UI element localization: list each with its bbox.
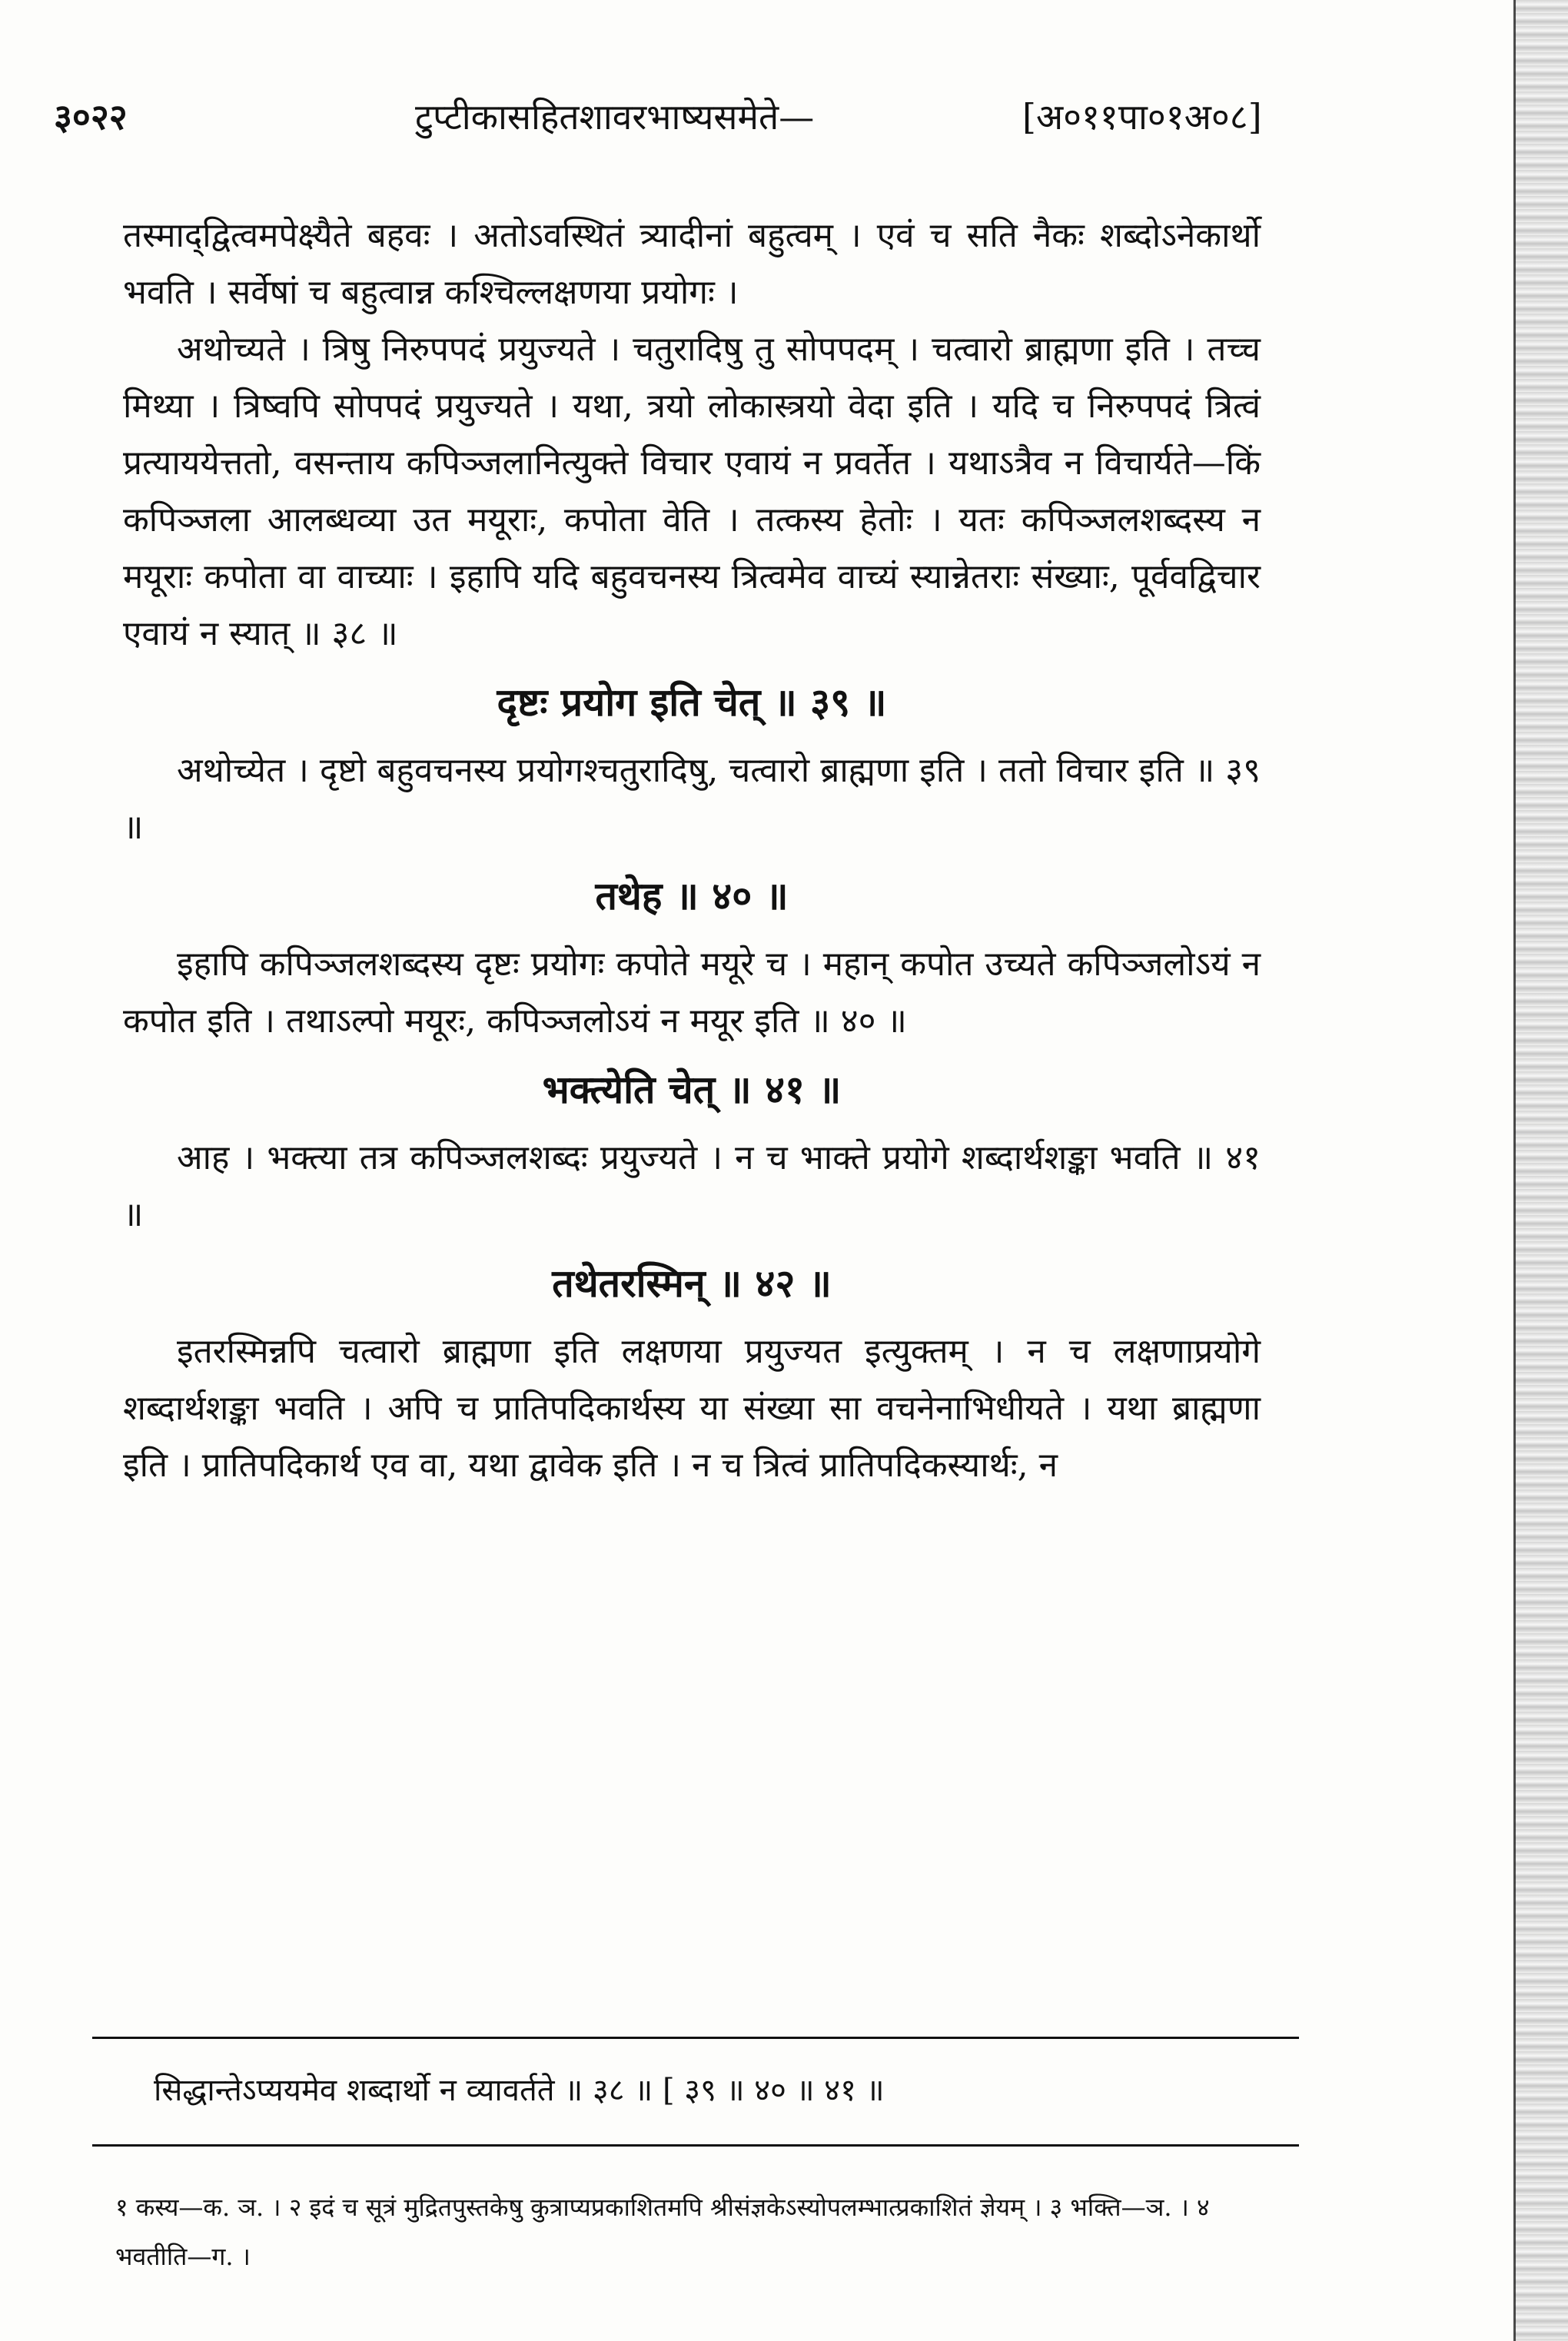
sutra-heading: तथेतरस्मिन् ॥ ४२ ॥ <box>552 1260 832 1306</box>
page-number: ३०२२ <box>54 96 128 138</box>
commentary-paragraph: अथोच्यते । त्रिषु निरुपपदं प्रयुज्यते । चतुरादिषु तु सोपपदम् । चत्वारो ब्राह्मणा इति । तच्च मिथ्या । त्रिष्वपि सोपपदं प्रयुज्यते । यथा, त्रयो लोकास्त्रयो वेदा इति । यदि च निरुपपदं त्रित्वं प्रत्याययेत्ततो, वसन्ताय कपिञ्जलानित्युक्ते विचार एवायं न प्रवर्तेत । यथाऽत्रैव न विचार्यते—किं कपिञ्जला आलब्धव्या उत मयूराः, कपोता वेति । तत्कस्य हेतोः । यतः कपिञ्जलशब्दस्य न मयूराः कपोता वा वाच्याः । इहापि यदि बहुवचनस्य त्रित्वमेव वाच्यं स्यान्नेतराः संख्याः, पूर्ववद्विचार एवायं न स्यात् ॥ ३८ ॥ <box>123 330 1261 653</box>
divider-bottom <box>92 2144 1299 2147</box>
sutra-heading: तथेह ॥ ४० ॥ <box>595 873 789 918</box>
sutra-heading: भक्त्येति चेत् ॥ ४१ ॥ <box>542 1067 842 1112</box>
divider-top <box>92 2037 1299 2039</box>
commentary-paragraph: अथोच्येत । दृष्टो बहुवचनस्य प्रयोगश्चतुरादिषु, चत्वारो ब्राह्मणा इति । ततो विचार इति ॥ ३९ ॥ <box>123 751 1261 847</box>
chapter-reference: [अ०११पा०१अ०८] <box>1022 96 1262 138</box>
note-band: सिद्धान्तेऽप्ययमेव शब्दार्थो न व्यावर्तते ॥ ३८ ॥ [ ३९ ॥ ४० ॥ ४१ ॥ <box>154 2073 885 2108</box>
commentary-paragraph: इहापि कपिञ्जलशब्दस्य दृष्टः प्रयोगः कपोते मयूरे च । महान् कपोत उच्यते कपिञ्जलोऽयं न कपोत इति । तथाऽल्पो मयूरः, कपिञ्जलोऽयं न मयूर इति ॥ ४० ॥ <box>123 945 1261 1041</box>
binding-line <box>1513 0 1516 2341</box>
commentary-paragraph: तस्माद्‌द्वित्वमपेक्ष्यैते बहवः । अतोऽवस्थितं त्र्यादीनां बहुत्वम् । एवं च सति नैकः शब्दोऽनेकार्थो भवति । सर्वेषां च बहुत्वान्न कश्चिल्लक्षणया प्रयोगः । <box>123 216 1261 312</box>
binding-edge <box>1514 0 1568 2341</box>
page-header <box>54 85 1299 154</box>
commentary-paragraph: इतरस्मिन्नपि चत्वारो ब्राह्मणा इति लक्षणया प्रयुज्यत इत्युक्तम् । न च लक्षणाप्रयोगे शब्दार्थशङ्का भवति । अपि च प्रातिपदिकार्थस्य या संख्या सा वचनेनाभिधीयते । यथा ब्राह्मणा इति । प्रातिपदिकार्थ एव वा, यथा द्वावेक इति । न च त्रित्वं प्रातिपदिकस्यार्थः, न <box>123 1332 1261 1485</box>
footnotes <box>115 2183 1284 2281</box>
footnote: १ कस्य—क. ञ. । २ इदं च सूत्रं मुद्रितपुस्तकेषु कुत्राप्यप्रकाशितमपि श्रीसंज्ञकेऽस्योपलम्भात्प्रकाशितं ज्ञेयम् । ३ भक्ति—ञ. । ४ भवतीति—ग. । <box>115 2193 1210 2271</box>
running-title: टुप्टीकासहितशावरभाष्यसमेते— <box>415 96 815 138</box>
main-text <box>123 208 1261 1494</box>
sutra-heading: दृष्टः प्रयोग इति चेत् ॥ ३९ ॥ <box>497 679 887 725</box>
commentary-paragraph: आह । भक्त्या तत्र कपिञ्जलशब्दः प्रयुज्यते । न च भाक्ते प्रयोगे शब्दार्थशङ्का भवति ॥ ४१ ॥ <box>123 1138 1261 1234</box>
